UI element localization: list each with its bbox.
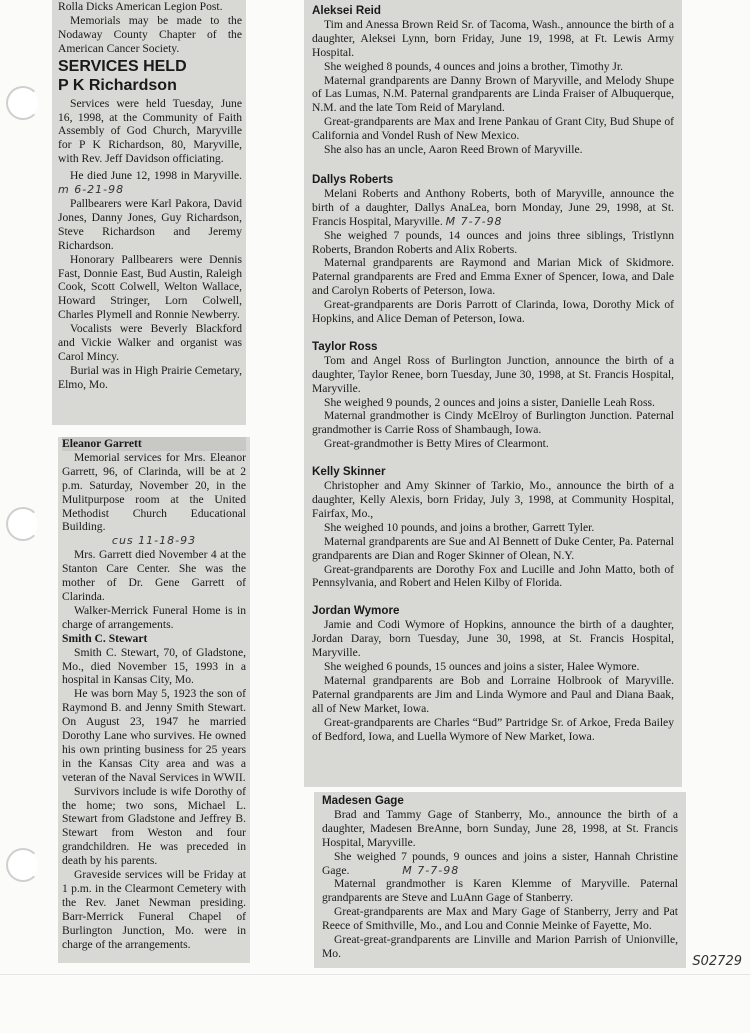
announcement-title: Jordan Wymore (312, 604, 400, 618)
announcement-paragraph: Great-great-grandparents are Linville and Marion Parrish of Unionville, Mo. (322, 933, 678, 960)
announcement-paragraph: She weighed 8 pounds, 4 ounces and joins a brother, Timothy Jr. (324, 59, 624, 73)
obit-paragraph: Smith C. Stewart, 70, of Gladstone, Mo., died November 15, 1993 in a hospital in Kansas City, Mo. (62, 645, 246, 687)
handwritten-note: M 7-7-98 (402, 863, 460, 877)
obit-paragraph: Mrs. Garrett died November 4 at the Stanton Care Center. She was the mother of Dr. Gene Garrett of Clarinda. (62, 548, 246, 603)
announcement-paragraph: Great-grandparents are Max and Mary Gage of Stanberry, Jerry and Pat Reece of Smithville, Mo., and Lou and Connie Meinke of Fayette, Mo. (322, 905, 678, 933)
clipping-garrett-stewart (58, 437, 250, 963)
obit-paragraph: Survivors include is wife Dorothy of the home; two sons, Michael L. Stewart from Gladstone and Jeffrey B. Stewart from Weston and four grandchildren. He was preceded in death by his parents. (62, 784, 246, 868)
headline-services-held: SERVICES HELD (58, 57, 187, 75)
binder-hole-middle (6, 507, 40, 541)
announcement-text: Melani Roberts and Anthony Roberts, both of Maryville, announce the birth of a daughter, Dallys AnaLea, born Monday, June 29, 1998, at St. Francis Hospital, Maryville. (312, 186, 674, 228)
binder-hole-bottom (6, 848, 40, 882)
announcement-paragraph: Maternal grandmother is Cindy McElroy of Burlington Junction. Paternal grandmother is Carrie Ross of Shambaugh, Iowa. (312, 409, 674, 437)
announcement-paragraph: Maternal grandparents are Sue and Al Bennett of Duke Center, Pa. Paternal grandparents are Dian and Roger Skinner of Olean, N.Y. (312, 534, 674, 562)
obit-paragraph: Honorary Pallbearers were Dennis Fast, Donnie East, Bud Austin, Raleigh Cook, Scott Colwell, Welton Wallace, Howard Stringer, Lorn Colwell, Charles Plymell and Ronnie Newberry. (58, 252, 242, 322)
announcement-paragraph: She weighed 7 pounds, 14 ounces and joins three siblings, Tristlynn Roberts, Brandon Roberts and Alix Roberts. (312, 228, 674, 256)
clipping-madesen-gage (314, 792, 686, 968)
clipping-pk-richardson (52, 0, 246, 425)
handwritten-note: M 7-7-98 (445, 214, 503, 228)
announcement-kelly-skinner (312, 465, 674, 590)
announcement-paragraph: She weighed 10 pounds, and joins a brother, Garrett Tyler. (324, 520, 595, 534)
page-bottom-edge (0, 974, 750, 975)
announcement-title: Taylor Ross (312, 339, 378, 353)
obit-paragraph: Services were held Tuesday, June 16, 1998, at the Community of Faith Assembly of God Church, Maryville for P K Richardson, 80, Maryville, with Rev. Jeff Davidson officiating. (58, 96, 242, 166)
announcement-jordan-wymore (312, 604, 674, 743)
announcement-dallys-roberts (312, 173, 674, 326)
obit-paragraph: Graveside services will be Friday at 1 p.m. in the Clearmont Cemetery with the Rev. Janet Newman presiding. Barr-Merrick Funeral Chapel of Burlington Junction, Mo. were in charge of the arrangements. (62, 868, 246, 951)
announcement-paragraph (322, 850, 678, 878)
announcement-paragraph: Maternal grandmother is Karen Klemme of Maryville. Paternal grandparents are Steve and LuAnn Gage of Stanberry. (322, 877, 678, 905)
obit-paragraph: Pallbearers were Karl Pakora, David Jones, Danny Jones, Guy Richardson, Steve Richardson and Jeremy Richardson. (58, 196, 242, 252)
announcement-taylor-ross (312, 340, 674, 451)
announcement-paragraph: Great-grandparents are Dorothy Fox and Lucille and John Matto, both of Pennsylvania, and Robert and Helen Kilby of Florida. (312, 562, 674, 590)
announcement-paragraph: Great-grandparents are Doris Parrott of Clarinda, Iowa, Dorothy Mick of Hopkins, and Alice Deman of Peterson, Iowa. (312, 298, 674, 326)
announcement-title: Aleksei Reid (312, 4, 381, 17)
announcement-paragraph: Maternal grandparents are Bob and Lorraine Holbrook of Maryville. Paternal grandparents are Jim and Linda Wymore and Paul and Diana Baak, all of New Market, Iowa. (312, 673, 674, 715)
obit-paragraph: He was born May 5, 1923 the son of Raymond B. and Jenny Smith Stewart. On August 23, 1947 he married Dorothy Lane who survives. He owned his own printing business for 25 years in the Kansas City area and was a veteran of the Naval Services in WWII. (62, 687, 246, 784)
announcement-title: Dallys Roberts (312, 172, 394, 186)
announcement-aleksei-reid (312, 4, 674, 157)
obit-paragraph: Burial was in High Prairie Cemetary, Elmo, Mo. (58, 363, 242, 391)
announcement-title: Kelly Skinner (312, 465, 386, 479)
announcement-paragraph: Tim and Anessa Brown Reid Sr. of Tacoma, Wash., announce the birth of a daughter, Aleksei Lynn, born Friday, June 19, 1998, at Ft. Lewis Army Hospital. (312, 17, 674, 59)
announcement-paragraph: Christopher and Amy Skinner of Tarkio, Mo., announce the birth of a daughter, Kelly Alexis, born Friday, July 3, 1998, at Community Hospital, Fairfax, Mo., (312, 479, 674, 520)
handwritten-page-number: S02729 (692, 954, 742, 969)
announcement-title: Madesen Gage (322, 794, 404, 807)
announcement-paragraph: Great-grandparents are Charles “Bud” Partridge Sr. of Arkoe, Freda Bailey of Bedford, Iowa, and Luella Wymore of New Market, Iowa. (312, 715, 674, 743)
announcement-paragraph: She also has an uncle, Aaron Reed Brown of Maryville. (324, 143, 583, 157)
announcement-paragraph: Jamie and Codi Wymore of Hopkins, announce the birth of a daughter, Jordan Daray, born Tuesday, June 30, 1998, at St. Francis Hospital, Maryville. (312, 618, 674, 660)
announcement-paragraph: Great-grandmother is Betty Mires of Clearmont. (324, 437, 549, 451)
clipping-birth-announcements (304, 0, 682, 787)
announcement-paragraph: Maternal grandparents are Raymond and Marian Mick of Skidmore. Paternal grandparents are Fred and Emma Exner of Spencer, Iowa, and Dale and Carolyn Roberts of Peterson, Iowa. (312, 256, 674, 298)
handwritten-note: cus 11-18-93 (111, 534, 197, 548)
clip-line-1: Rolla Dicks American Legion Post. (58, 0, 223, 13)
announcement-paragraph: Maternal grandparents are Danny Brown of Maryville, and Melody Shupe of Las Lumas, N.M. Paternal grandparents are Linda Fraiser of Albuquerque, N.M. and the late Tom Reid of Maryland. (312, 73, 674, 115)
obit-paragraph (58, 169, 242, 197)
announcement-paragraph: Great-grandparents are Max and Irene Pankau of Grant City, Bud Shupe of California and Vondel Rush of New Mexico. (312, 115, 674, 143)
announcement-paragraph: Brad and Tammy Gage of Stanberry, Mo., announce the birth of a daughter, Madesen BreAnne, born Sunday, June 28, 1998, at St. Francis Hospital, Maryville. (322, 807, 678, 849)
handwritten-note: m 6-21-98 (58, 183, 125, 197)
announcement-paragraph: She weighed 9 pounds, 2 ounces and joins a sister, Danielle Leah Ross. (324, 395, 655, 409)
headline-smith-stewart: Smith C. Stewart (62, 631, 148, 645)
announcement-paragraph: Tom and Angel Ross of Burlington Junction, announce the birth of a daughter, Taylor Renee, born Tuesday, June 30, 1998, at St. Francis Hospital, Maryville. (312, 353, 674, 395)
announcement-text: She weighed 7 pounds, 9 ounces and joins a sister, Hannah Christine Gage. (322, 849, 678, 877)
announcement-paragraph (312, 187, 674, 229)
obit-paragraph: Walker-Merrick Funeral Home is in charge of arrangements. (62, 603, 246, 631)
announcement-paragraph: She weighed 6 pounds, 15 ounces and joins a sister, Halee Wymore. (324, 659, 640, 673)
clip-line-2: Memorials may be made to the Nodaway County Chapter of the American Cancer Society. (58, 13, 242, 55)
headline-eleanor-garrett: Eleanor Garrett (62, 437, 246, 451)
obit-text: He died June 12, 1998 in Maryville. (70, 169, 242, 183)
obit-paragraph: Vocalists were Beverly Blackford and Vickie Walker and organist was Carol Mincy. (58, 322, 242, 363)
binder-hole-top (6, 86, 40, 120)
headline-name: P K Richardson (58, 76, 177, 94)
obit-paragraph: Memorial services for Mrs. Eleanor Garrett, 96, of Clarinda, will be at 2 p.m. Saturday, November 20, in the Mulitpurpose room at the United Methodist Church Educational Building. (62, 450, 246, 534)
handwritten-note-wrap (62, 534, 246, 548)
